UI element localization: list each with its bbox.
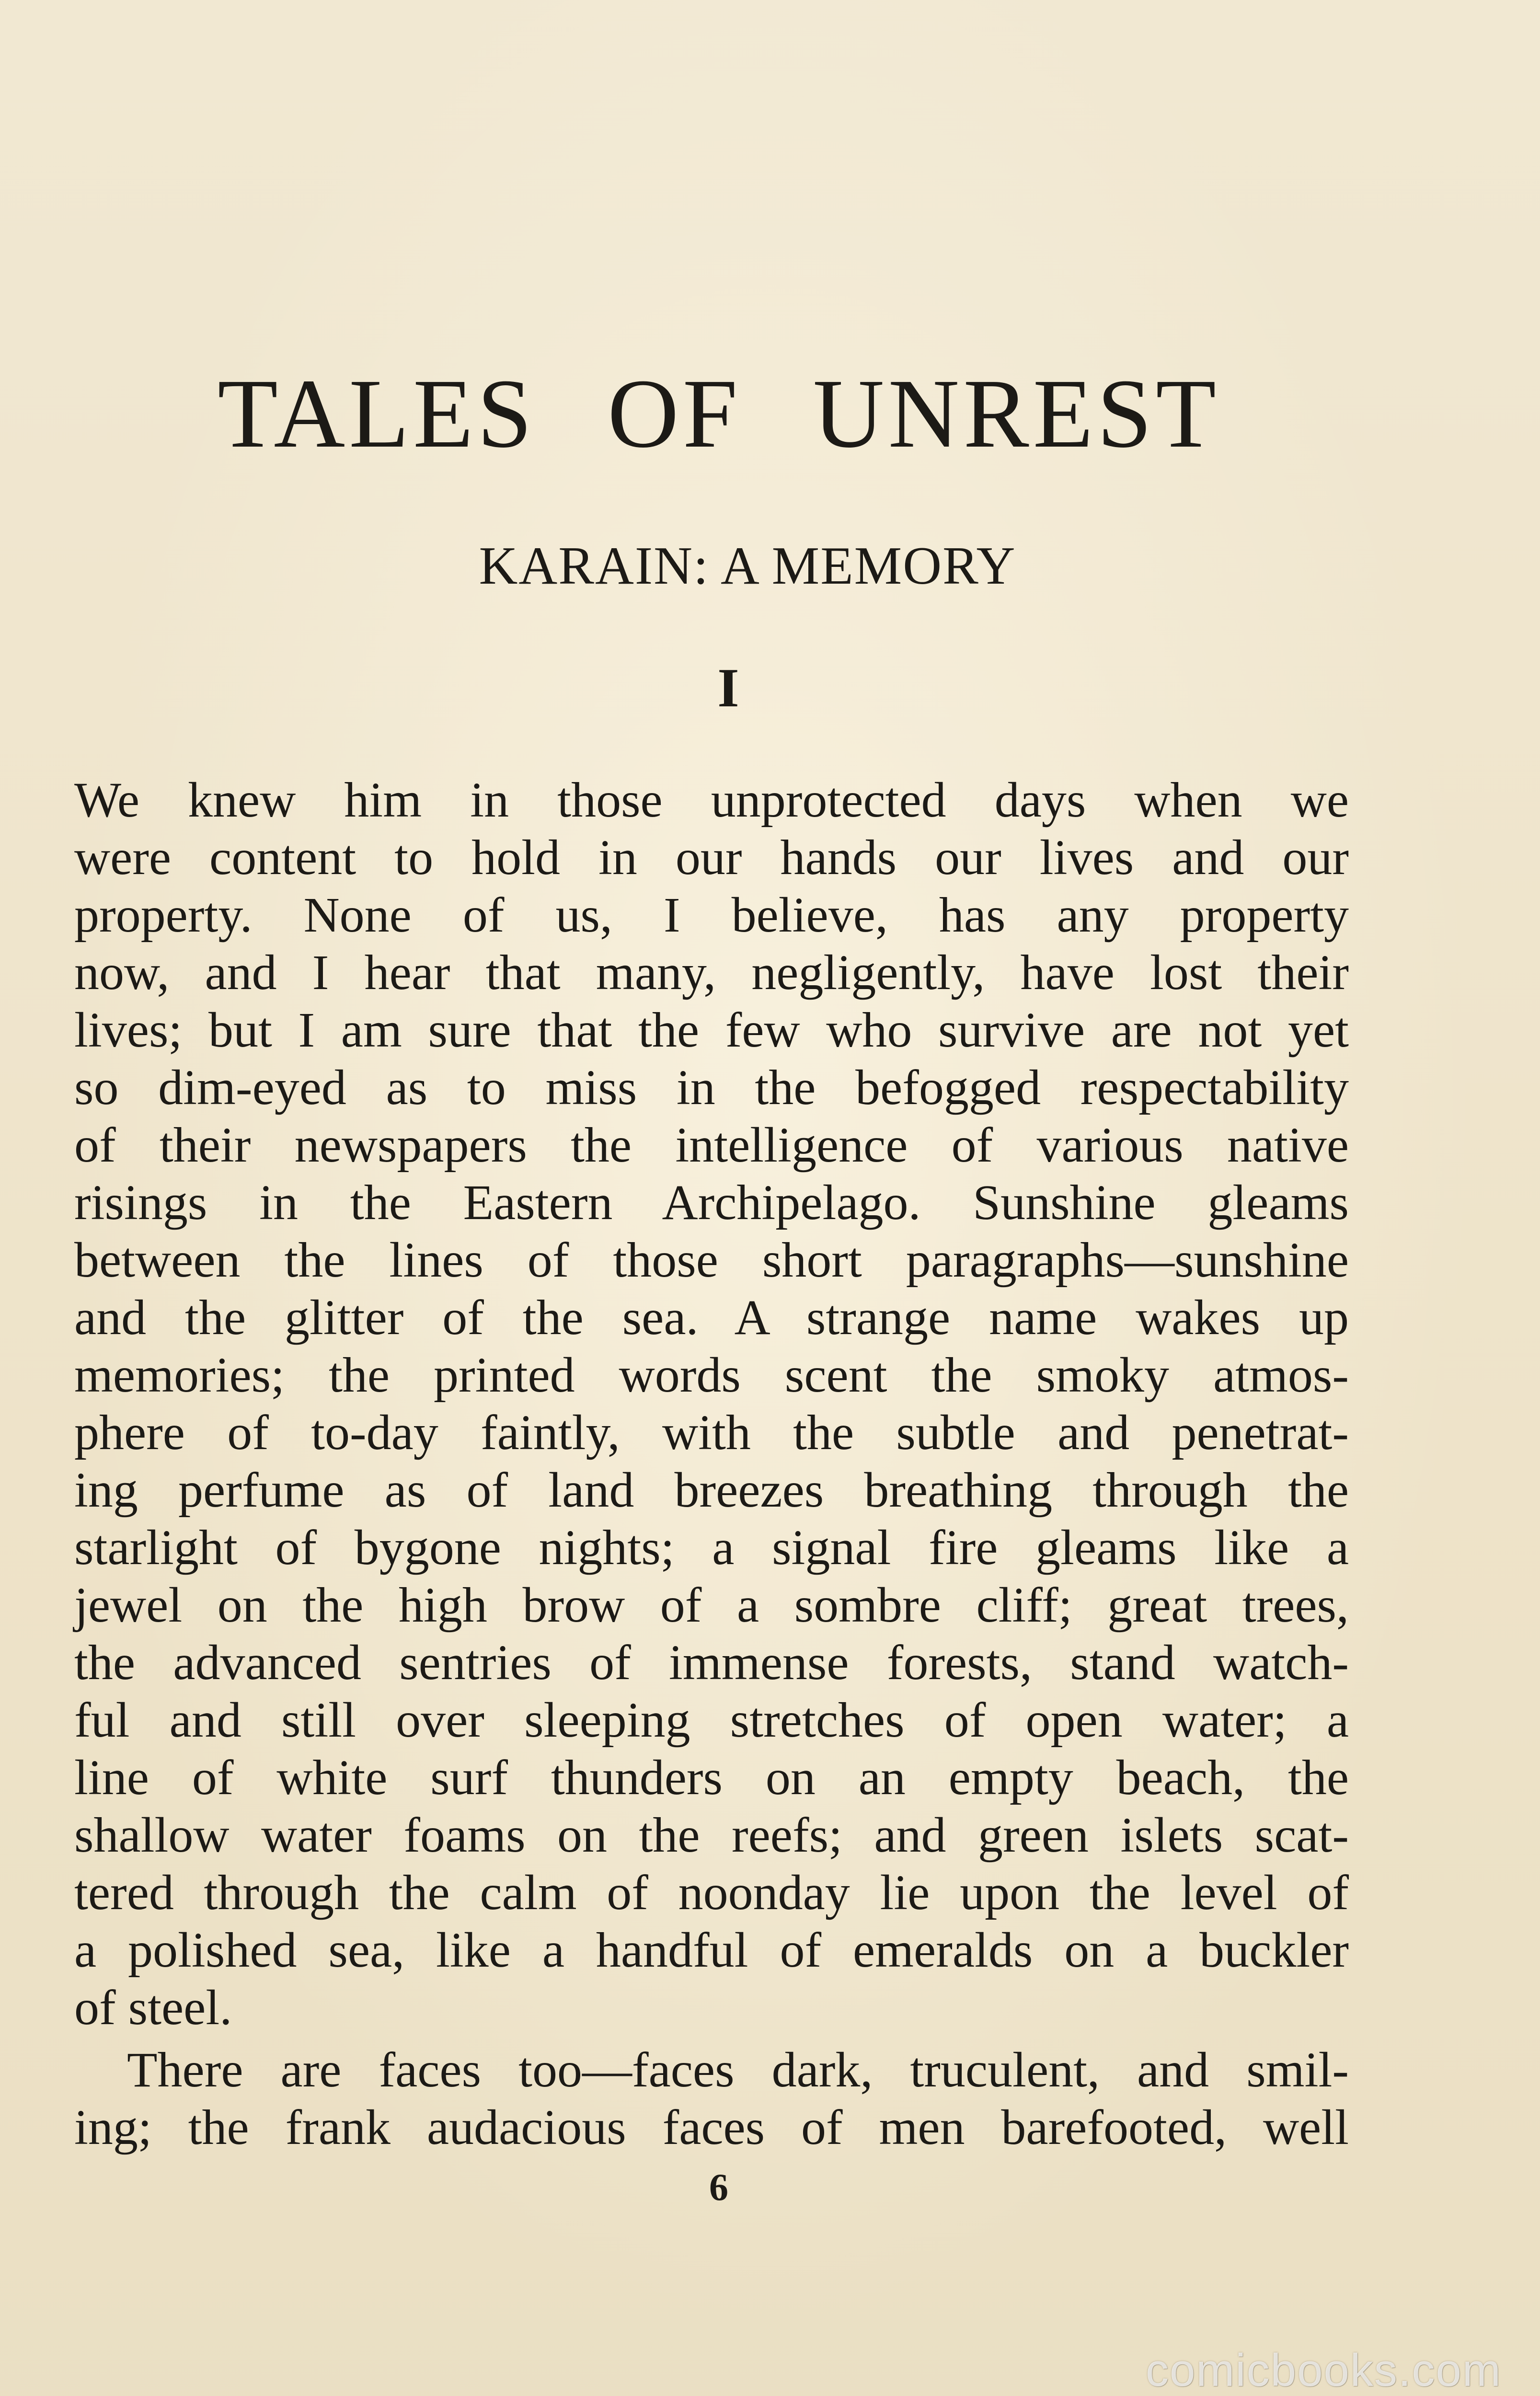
text-line: lives; but I am sure that the few who survive are not yet	[74, 1002, 1349, 1058]
text-line: line of white surf thunders on an empty beach, the	[74, 1750, 1349, 1805]
text-line: the advanced sentries of immense forests, stand watch-	[74, 1635, 1349, 1690]
paragraph	[74, 2041, 1349, 2156]
text-line: risings in the Eastern Archipelago. Sunshine gleams	[74, 1175, 1349, 1230]
text-line: We knew him in those unprotected days when we	[74, 772, 1349, 828]
text-line: phere of to-day faintly, with the subtle and penetrat-	[74, 1405, 1349, 1460]
text-line: of their newspapers the intelligence of various native	[74, 1117, 1349, 1173]
text-line: jewel on the high brow of a sombre cliff; great trees,	[74, 1578, 1349, 1633]
section-number: I	[717, 657, 739, 719]
text-line: so dim-eyed as to miss in the befogged respectability	[74, 1060, 1349, 1115]
text-line: ing perfume as of land breezes breathing through the	[74, 1463, 1349, 1518]
text-line: ful and still over sleeping stretches of open water; a	[74, 1693, 1349, 1748]
story-title: KARAIN: A MEMORY	[479, 536, 1016, 596]
text-line: a polished sea, like a handful of emeralds on a buckler	[74, 1923, 1349, 1978]
text-line: of steel.	[74, 1980, 232, 2035]
book-title: TALES OF UNREST	[218, 358, 1220, 468]
watermark: comicbooks.com	[1146, 2345, 1502, 2396]
text-line: shallow water foams on the reefs; and green islets scat-	[74, 1808, 1349, 1863]
text-line: between the lines of those short paragraphs—sunshine	[74, 1233, 1349, 1288]
text-line: There are faces too—faces dark, truculent, and smil-	[127, 2042, 1349, 2097]
body-text	[74, 772, 1349, 2156]
text-line: memories; the printed words scent the smoky atmos-	[74, 1348, 1349, 1403]
text-line: tered through the calm of noonday lie upon the level of	[74, 1865, 1349, 1920]
text-line: property. None of us, I believe, has any property	[74, 887, 1349, 943]
page-number: 6	[709, 2166, 728, 2209]
text-line: were content to hold in our hands our lives and our	[74, 830, 1349, 885]
text-line: and the glitter of the sea. A strange name wakes up	[74, 1290, 1349, 1345]
text-line: now, and I hear that many, negligently, have lost their	[74, 945, 1349, 1000]
paragraph	[74, 772, 1349, 2037]
text-line: starlight of bygone nights; a signal fire gleams like a	[74, 1520, 1349, 1575]
text-line: ing; the frank audacious faces of men barefooted, well	[74, 2100, 1349, 2155]
